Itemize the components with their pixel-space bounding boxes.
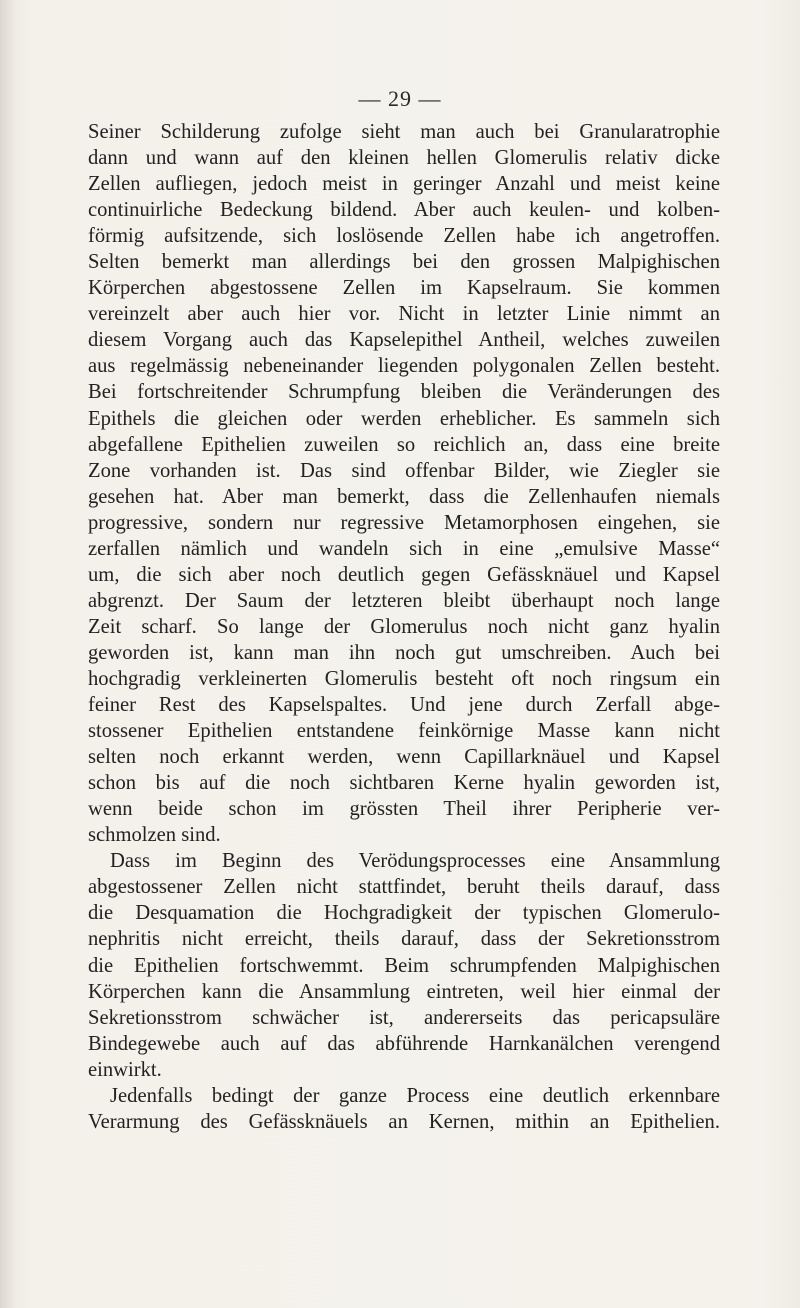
text-line: zerfallen nämlich und wandeln sich in eine „emulsive Masse“: [88, 537, 720, 560]
text-line: dann und wann auf den kleinen hellen Glomerulis relativ dicke: [88, 147, 720, 170]
text-line: die Desquamation die Hochgradigkeit der typischen Glomerulo-: [88, 902, 720, 925]
text-line: Zeit scharf. So lange der Glomerulus noch nicht ganz hyalin: [88, 615, 720, 638]
text-line: die Epithelien fortschwemmt. Beim schrumpfenden Malpighischen: [88, 954, 720, 977]
text-line: abgefallene Epithelien zuweilen so reichlich an, dass eine breite: [88, 433, 720, 456]
text-line: Bindegewebe auch auf das abführende Harnkanälchen verengend: [88, 1032, 720, 1055]
text-line: um, die sich aber noch deutlich gegen Gefässknäuel und Kapsel: [88, 563, 720, 586]
text-line: nephritis nicht erreicht, theils darauf, dass der Sekretionsstrom: [88, 928, 720, 951]
text-line: wenn beide schon im grössten Theil ihrer Peripherie ver-: [88, 798, 720, 821]
text-line: geworden ist, kann man ihn noch gut umschreiben. Auch bei: [88, 641, 720, 664]
text-line: Dass im Beginn des Verödungsprocesses eine Ansammlung: [110, 850, 720, 873]
text-line: aus regelmässig nebeneinander liegenden polygonalen Zellen besteht.: [88, 355, 720, 378]
text-line: Seiner Schilderung zufolge sieht man auch bei Granularatrophie: [88, 121, 720, 143]
text-line: continuirliche Bedeckung bildend. Aber auch keulen- und kolben-: [88, 199, 720, 222]
text-line: Jedenfalls bedingt der ganze Process eine deutlich erkennbare: [110, 1084, 720, 1107]
text-line: selten noch erkannt werden, wenn Capillarknäuel und Kapsel: [88, 746, 720, 769]
text-line: Verarmung des Gefässknäuels an Kernen, mithin an Epithelien.: [88, 1110, 720, 1133]
text-line: Zone vorhanden ist. Das sind offenbar Bilder, wie Ziegler sie: [88, 459, 720, 482]
text-line: Sekretionsstrom schwächer ist, andererseits das pericapsuläre: [88, 1006, 720, 1029]
text-line: gesehen hat. Aber man bemerkt, dass die Zellenhaufen niemals: [88, 485, 720, 508]
text-line: abgrenzt. Der Saum der letzteren bleibt überhaupt noch lange: [88, 589, 720, 612]
text-line: diesem Vorgang auch das Kapselepithel Antheil, welches zuweilen: [88, 329, 720, 352]
text-line: förmig aufsitzende, sich loslösende Zellen habe ich angetroffen.: [88, 225, 720, 248]
text-line: Epithels die gleichen oder werden erheblicher. Es sammeln sich: [88, 407, 720, 430]
text-line: schon bis auf die noch sichtbaren Kerne hyalin geworden ist,: [88, 772, 720, 795]
text-line: stossener Epithelien entstandene feinkörnige Masse kann nicht: [88, 720, 720, 743]
body-text: [88, 119, 720, 1135]
text-line: Bei fortschreitender Schrumpfung bleiben die Veränderungen des: [88, 381, 720, 404]
text-line: abgestossener Zellen nicht stattfindet, beruht theils darauf, dass: [88, 876, 720, 899]
text-line: hochgradig verkleinerten Glomerulis besteht oft noch ringsum ein: [88, 667, 720, 690]
text-line: Körperchen abgestossene Zellen im Kapselraum. Sie kommen: [88, 277, 720, 300]
text-line: Körperchen kann die Ansammlung eintreten, weil hier einmal der: [88, 980, 720, 1003]
text-line: Zellen aufliegen, jedoch meist in geringer Anzahl und meist keine: [88, 173, 720, 196]
text-line: Selten bemerkt man allerdings bei den grossen Malpighischen: [88, 251, 720, 274]
text-line: einwirkt.: [88, 1058, 162, 1081]
text-line: progressive, sondern nur regressive Metamorphosen eingehen, sie: [88, 511, 720, 534]
page-number: — 29 —: [358, 86, 442, 111]
text-line: feiner Rest des Kapselspaltes. Und jene durch Zerfall abge-: [88, 694, 720, 717]
text-line: schmolzen sind.: [88, 824, 221, 847]
text-line: vereinzelt aber auch hier vor. Nicht in letzter Linie nimmt an: [88, 303, 720, 326]
page-gutter-shadow: [0, 0, 14, 1308]
